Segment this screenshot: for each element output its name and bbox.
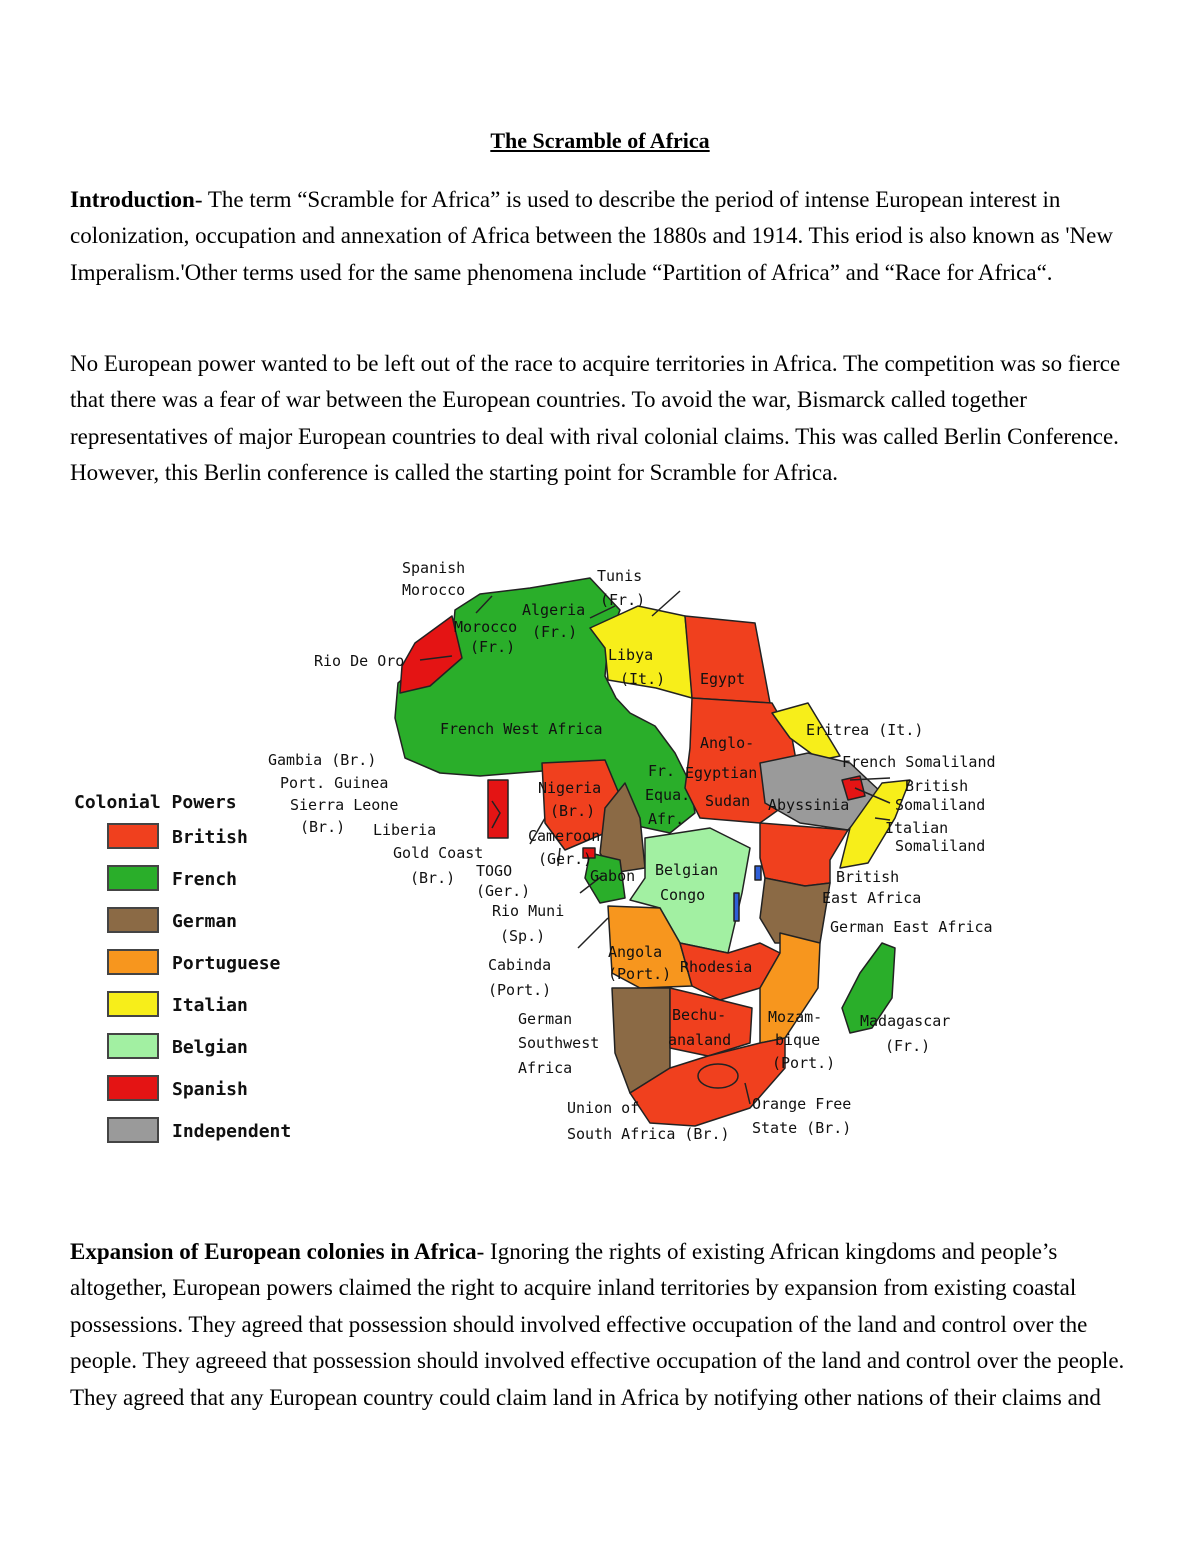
label-fr-equa-1: Fr. (648, 762, 676, 780)
label-rio-muni-2: (Sp.) (500, 927, 546, 945)
legend-label-italian: Italian (172, 995, 248, 1016)
label-gabon: Gabon (590, 867, 636, 885)
label-bechu-1: Bechu- (672, 1006, 727, 1024)
label-italian-somaliland-1: Italian (885, 819, 949, 837)
intro-paragraph (70, 182, 1135, 291)
label-belgian-congo-1: Belgian (655, 861, 719, 879)
legend-label-french: French (172, 869, 238, 890)
label-eritrea: Eritrea (It.) (806, 721, 924, 739)
legend-swatch-belgian (108, 1034, 158, 1058)
label-fr-equa-2: Equa. (645, 786, 691, 804)
label-bechu-2: analand (668, 1031, 732, 1049)
label-anglo-1: Anglo- (700, 734, 755, 752)
expansion-lead: Expansion of European colonies in Africa (70, 1239, 477, 1264)
label-french-somaliland: French Somaliland (842, 753, 996, 771)
label-orange-1: Orange Free (752, 1095, 852, 1113)
label-liberia: Liberia (373, 821, 437, 839)
label-sierra-leone-1: Sierra Leone (290, 796, 399, 814)
intro-text: - The term “Scramble for Africa” is used to describe the period of intense European interest in colonization, occupation and annexation of Africa between the 1880s and 1914. This eriod is also known as 'New Imperalism.'Other terms used for the same phenomena include “Partition of Africa” and “Race for Africa“. (70, 187, 1113, 285)
label-mozam-2: bique (775, 1031, 821, 1049)
page-title: The Scramble of Africa (490, 128, 710, 153)
label-tunis-1: Tunis (597, 567, 643, 585)
expansion-paragraph (70, 1234, 1135, 1416)
label-union-sa-1: Union of (567, 1099, 640, 1117)
label-gambia: Gambia (Br.) (268, 751, 377, 769)
label-tunis-2: (Fr.) (600, 591, 646, 609)
label-fr-equa-3: Afr. (648, 810, 685, 828)
legend-swatch-german (108, 908, 158, 932)
expansion-text: - Ignoring the rights of existing African kingdoms and people’s altogether, European powers claimed the right to acquire inland territories by expansion from existing coastal possessions. They agreed that possession should involved effective occupation of the land and control over the people. They agreeed that possession should involved effective occupation of the land and control over the people. They agreed that any European country could claim land in Africa by notifying other nations of their claims and (70, 1239, 1125, 1410)
great-lake-1 (755, 866, 761, 880)
legend-swatch-spanish (108, 1076, 158, 1100)
legend-label-portuguese: Portuguese (172, 953, 281, 974)
legend-label-belgian: Belgian (172, 1037, 248, 1058)
label-algeria-1: Algeria (522, 601, 586, 619)
label-morocco-1: Morocco (454, 618, 518, 636)
label-cameroon-2: (Ger.) (538, 850, 593, 868)
label-egypt: Egypt (700, 670, 746, 688)
legend-label-british: British (172, 827, 248, 848)
legend-swatch-italian (108, 992, 158, 1016)
label-german-sw-3: Africa (518, 1059, 573, 1077)
legend-swatch-portuguese (108, 950, 158, 974)
label-libya-1: Libya (608, 646, 654, 664)
label-cameroon-1: Cameroon (528, 827, 601, 845)
legend-label-independent: Independent (172, 1121, 292, 1142)
label-german-sw-1: German (518, 1010, 573, 1028)
label-german-east-africa: German East Africa (830, 918, 993, 936)
label-abyssinia: Abyssinia (768, 796, 850, 814)
label-british-east-africa-2: East Africa (822, 889, 922, 907)
label-togo-1: TOGO (476, 862, 513, 880)
label-british-somaliland-2: Somaliland (895, 796, 986, 814)
label-morocco-2: (Fr.) (470, 638, 516, 656)
label-british-east-africa-1: British (836, 868, 900, 886)
label-gold-coast-1: Gold Coast (393, 844, 484, 862)
label-union-sa-2: South Africa (Br.) (567, 1125, 730, 1143)
berlin-paragraph: No European power wanted to be left out of the race to acquire territories in Africa. The competition was so fierce that there was a fear of war between the European countries. To avoid the war, Bismarck called together representatives of major European countries to deal with rival colonial claims. This was called Berlin Conference. However, this Berlin conference is called the starting point for Scramble for Africa. (70, 351, 1121, 486)
british-east-africa-region (760, 823, 848, 886)
colonial-africa-map (60, 548, 1060, 1158)
label-belgian-congo-2: Congo (660, 886, 706, 904)
label-mozam-3: (Port.) (772, 1054, 836, 1072)
german-east-africa-region (760, 878, 830, 943)
legend-swatch-independent (108, 1118, 158, 1142)
label-togo-2: (Ger.) (476, 882, 531, 900)
label-madagascar-2: (Fr.) (885, 1037, 931, 1055)
label-nigeria-1: Nigeria (538, 779, 602, 797)
label-italian-somaliland-2: Somaliland (895, 837, 986, 855)
label-rio-de-oro: Rio De Oro (314, 652, 405, 670)
label-nigeria-2: (Br.) (550, 802, 596, 820)
label-anglo-3: Sudan (705, 792, 751, 810)
map-legend (74, 792, 291, 1142)
intro-lead: Introduction (70, 187, 195, 212)
label-sierra-leone-2: (Br.) (300, 818, 346, 836)
great-lake-2 (734, 893, 739, 921)
legend-label-german: German (172, 911, 238, 932)
label-german-sw-2: Southwest (518, 1034, 600, 1052)
label-anglo-2: Egyptian (685, 764, 758, 782)
label-rio-muni-1: Rio Muni (492, 902, 565, 920)
label-angola-2: (Port.) (608, 965, 672, 983)
label-spanish-morocco-2: Morocco (402, 581, 466, 599)
label-mozam-1: Mozam- (768, 1008, 823, 1026)
label-port-guinea: Port. Guinea (280, 774, 389, 792)
label-angola-1: Angola (608, 943, 663, 961)
label-gold-coast-2: (Br.) (410, 869, 456, 887)
label-spanish-morocco-1: Spanish (402, 559, 466, 577)
label-libya-2: (It.) (620, 670, 666, 688)
label-orange-2: State (Br.) (752, 1119, 852, 1137)
label-algeria-2: (Fr.) (532, 623, 578, 641)
legend-swatch-british (108, 824, 158, 848)
label-british-somaliland-1: British (905, 777, 969, 795)
label-french-west-africa: French West Africa (440, 720, 603, 738)
label-cabinda-1: Cabinda (488, 956, 552, 974)
label-rhodesia: Rhodesia (680, 958, 753, 976)
label-madagascar-1: Madagascar (860, 1012, 951, 1030)
label-cabinda-2: (Port.) (488, 981, 552, 999)
egypt-region (685, 616, 770, 703)
legend-swatch-french (108, 866, 158, 890)
legend-label-spanish: Spanish (172, 1079, 248, 1100)
legend-title: Colonial Powers (74, 792, 237, 813)
